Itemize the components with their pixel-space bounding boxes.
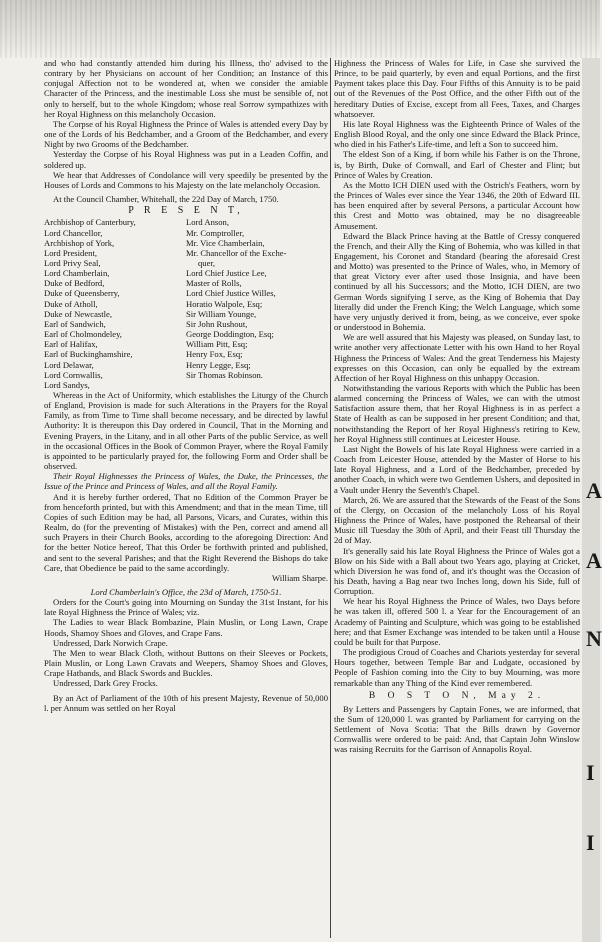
attendee-name: Lord Privy Seal, [44, 257, 101, 268]
attendee-name: Master of Rolls, [186, 278, 242, 289]
paragraph: Highness the Princess of Wales for Life, in Case she survived the Prince, to be paid quarterly, by even and equal Portions, and the first Payment takes place this Day. Four Fifths of this Annuity is to be paid out of the Revenues of the Post Office, and the other Fifth out of the hereditary Duties of Excise, except from all Fees, Taxes, and Charges whatsoever. [334, 58, 580, 119]
paragraph: Yesterday the Corpse of his Royal Highness was put in a Leaden Coffin, and soldered up. [44, 149, 328, 170]
prayer-form: Their Royal Highnesses the Princess of Wales, the Duke, the Princesses, the Issue of the Prince and Princess of Wales, and all the Royal Family. [44, 471, 328, 492]
paragraph: We are well assured that his Majesty was pleased, on Sunday last, to write another very affectionate Letter with his own Hand to her Royal Highness the Princess of Wales: And the great Tenderness his Majesty expresses on this Occasion, can only be equalled by the extream Affection of her Royal Highness on this unhappy Occasion. [334, 332, 580, 383]
paragraph: Edward the Black Prince having at the Battle of Cressy conquered the French, and their Ally the King of Bohemia, who was killed in that Engagement, his Coronet and Standard (bearing the aforesaid Crest and Motto) was presented to the Prince of Wales, who, in Memory of that great Victory ever after used those Insignia, and have been continued by all his Successors; and the Motto, ICH DIEN, are two German Words signifying I serve, as the King of Bohemia that Day literally did under the French King; the Welch Language, which some have very unjustly derived it from, being, as we conceive, ever spoke or understood in Bohemia. [334, 230, 580, 333]
paragraph: The Corpse of his Royal Highness the Prince of Wales is attended every Day by one of the Lords of his Bedchamber, and a Groom of the Bedchamber, and every Night by two Grooms of the Bedchamber. [44, 118, 328, 150]
paragraph: His late Royal Highness was the Eighteenth Prince of Wales of the English Blood Royal, and the only one since Edward the Black Prince, who died in his Father's Life-time, and left a Son to succeed him. [334, 118, 580, 150]
attendee-list [44, 217, 328, 390]
paragraph: Notwithstanding the various Reports with which the Public has been alarmed concerning the Princess of Wales, we can with the utmost Satisfaction assure them, that her Royal Highness is in as perfect a State of Health as can be supposed in her present Condition; and that, notwithstanding the Report of her Royal Highness's retiring to Kew, her Royal Highness still continues at Leicester House. [334, 383, 580, 444]
edge-letter: I [586, 830, 595, 855]
paragraph: Undressed, Dark Grey Frocks. [53, 678, 158, 689]
attendee-name: Sir William Younge, [186, 308, 257, 319]
signature: William Sharpe. [272, 572, 328, 583]
attendee-name: Duke of Atholl, [44, 298, 98, 309]
paragraph: And it is hereby further ordered, That no Edition of the Common Prayer be from henceforth printed, but with this Amendment; and that in the mean Time, till Copies of such Edition may be had, all Parsons, Vicars, and Curates, within this Realm, do (for the preventing of Mistakes) with the Pen, correct and amend all such Prayers in their Church Books, according to the aforegoing Direction: And for the better Notice hereof, That this Order be forthwith printed and published, and sent to the several Parishes; and that the Right Reverend the Bishops do take Care, that Obedience be paid to the same accordingly. [44, 491, 328, 573]
attendee-name: Earl of Buckinghamshire, [44, 349, 133, 360]
attendee-name: Earl of Cholmondeley, [44, 329, 122, 340]
attendee-name: Lord Anson, [186, 217, 229, 228]
paragraph: and who had constantly attended him during his Illness, tho' advised to the contrary by her Physicians on account of her Condition; an Instance of this conjugal Affection not to be wondered at, when we consider the amiable Character of the Princess, and the inestimable Loss she must be sensible of, not only to herself, but to the whole Kingdom; whose real Sorrow sympathizes with her Royal Highness on this melancholy Occasion. [44, 58, 328, 119]
attendee-name: Lord Chief Justice Willes, [186, 288, 276, 299]
paragraph: By an Act of Parliament of the 10th of his present Majesty, Revenue of 50,000 l. per Annum was settled on her Royal [44, 692, 328, 713]
edge-letter: A [586, 548, 602, 573]
paragraph: The Men to wear Black Cloth, without Buttons on their Sleeves or Pockets, Plain Muslin, or Long Lawn Cravats and Weepers, Shamoy Shoes and Gloves, Crape Hatbands, and Black Swords and Buckles. [44, 647, 328, 679]
edge-letter: I [586, 760, 595, 785]
attendee-name: Mr. Vice Chamberlain, [186, 237, 265, 248]
attendee-name: Duke of Queensberry, [44, 288, 120, 299]
attendee-name: Duke of Bedford, [44, 278, 105, 289]
attendee-name: Lord Chief Justice Lee, [186, 268, 267, 279]
paragraph: It's generally said his late Royal Highness the Prince of Wales got a Blow on his Side with a Ball about two Years ago, playing at Cricket, which Diversion he was fond of, and it's thought was the Occasion of his Death, having a Bag near two Inches long, down his Side, full of Corruption. [334, 545, 580, 597]
paragraph: March, 26. We are assured that the Stewards of the Feast of the Sons of the Clergy, on Occasion of the melancholy Loss of his Royal Highness the Prince of Wales, have postponed the Rehearsal of their Music till Tuesday the 30th of April, and their Feast till Thursday the 2d of May. [334, 494, 580, 546]
attendee-name: Earl of Halifax, [44, 339, 98, 350]
attendee-name: Lord Delawar, [44, 359, 94, 370]
attendee-name: Henry Fox, Esq; [186, 349, 243, 360]
paragraph: The eldest Son of a King, if born while his Father is on the Throne, is, by Birth, Duke of Cornwall, and Earl of Chester and Flint; but Prince of Wales by Creation. [334, 149, 580, 180]
present-heading: P R E S E N T, [128, 205, 244, 217]
column-divider [330, 58, 331, 938]
edge-letter: N [586, 626, 602, 651]
office-dateline: Lord Chamberlain's Office, the 23d of March, 1750-51. [90, 586, 282, 597]
paragraph: The prodigious Croud of Coaches and Chariots yesterday for several Hours together, between Temple Bar and Ludgate, occasioned by People of Fashion coming into the City to buy Mourning, was more remarkable than any Thing of the Kind ever remembered. [334, 647, 580, 688]
attendee-name: Mr. Chancellor of the Exche- [186, 247, 287, 258]
attendee-name: Lord President, [44, 247, 97, 258]
attendee-name: quer, [198, 257, 216, 268]
attendee-column-left [44, 217, 180, 390]
attendee-name: Sir John Rushout, [186, 318, 248, 329]
paragraph: Undressed, Dark Norwich Crape. [53, 637, 168, 648]
attendee-name: William Pitt, Esq; [186, 339, 248, 350]
paragraph: As the Motto ICH DIEN used with the Ostrich's Feathers, worn by the Princes of Wales ever since the Year 1346, the 20th of Edward III. has been enquired after by several Persons, a particular Account how this Crest and Motto was obtained, may be no disagreeable Amusement. [334, 179, 580, 231]
council-dateline: At the Council Chamber, Whitehall, the 22d Day of March, 1750. [53, 194, 279, 205]
attendee-name: Sir Thomas Robinson. [186, 369, 263, 380]
attendee-name: Lord Sandys, [44, 379, 90, 390]
attendee-column-right [186, 217, 328, 390]
right-column [334, 58, 580, 755]
attendee-name: Lord Chamberlain, [44, 268, 110, 279]
paragraph: Whereas in the Act of Uniformity, which establishes the Liturgy of the Church of England, Provision is made for such Alterations in the Prayers for the Royal Family, as from Time to Time shall become necessary, and be directed by lawful Authority: It is thereupon this Day ordered in Council, That in the Morning and Evening Prayers, in the Litany, and in all other Parts of the public Service, as well in the occasional Offices in the Book of Common Prayer, where the Royal Family is appointed to be particularly prayed for, the following Form and Order shall be observed. [44, 390, 328, 472]
attendee-name: Duke of Newcastle, [44, 308, 113, 319]
attendee-name: Lord Chancellor, [44, 227, 103, 238]
paragraph: By Letters and Passengers by Captain Fones, we are informed, that the Sum of 120,000 l. was granted by Parliament for carrying on the Settlement of Nova Scotia: That the Bills drawn by Governor Cornwallis were ordered to be paid: And, that Captain John Winslow was raising Recruits for the Garrison of Annapolis Royal. [334, 703, 580, 755]
boston-dateline: B O S T O N, May 2. [368, 690, 546, 701]
attendee-name: Lord Cornwallis, [44, 369, 103, 380]
paragraph: We hear that Addresses of Condolance will very speedily be presented by the Houses of Lords and Commons to his Majesty on the late melancholy Occasion. [44, 169, 328, 190]
attendee-name: Earl of Sandwich, [44, 318, 106, 329]
attendee-name: Archbishop of Canterbury, [44, 217, 136, 228]
attendee-name: Henry Legge, Esq; [186, 359, 251, 370]
attendee-name: Mr. Comptroller, [186, 227, 245, 238]
attendee-name: Horatio Walpole, Esq; [186, 298, 263, 309]
left-column [44, 58, 328, 713]
paragraph: Last Night the Bowels of his late Royal Highness were carried in a Coach from Leicester House, attended by the Master of Horse to his late Royal Highness, and a Lord of the Bedchamber, preceded by another Coach, in which were two Gentlemen Ushers, and deposited in a Vault under Henry the Seventh's Chapel. [334, 443, 580, 495]
attendee-name: Archbishop of York, [44, 237, 115, 248]
edge-letter: A [586, 478, 602, 503]
attendee-name: George Doddington, Esq; [186, 329, 274, 340]
torn-top-edge [0, 0, 600, 58]
paragraph: We hear his Royal Highness the Prince of Wales, two Days before he was taken ill, offered 500 l. a Year for the Encouragement of an Academy of Painting and Sculpture, which was going to be established here; and that Esmer Exchange was intended to be taken until a House could be built for that Purpose. [334, 596, 580, 647]
paragraph: The Ladies to wear Black Bombazine, Plain Muslin, or Long Lawn, Crape Hoods, Shamoy Shoes and Gloves, and Crape Fans. [44, 617, 328, 638]
paragraph: Orders for the Court's going into Mourning on Sunday the 31st Instant, for his late Royal Highness the Prince of Wales; viz. [44, 597, 328, 618]
